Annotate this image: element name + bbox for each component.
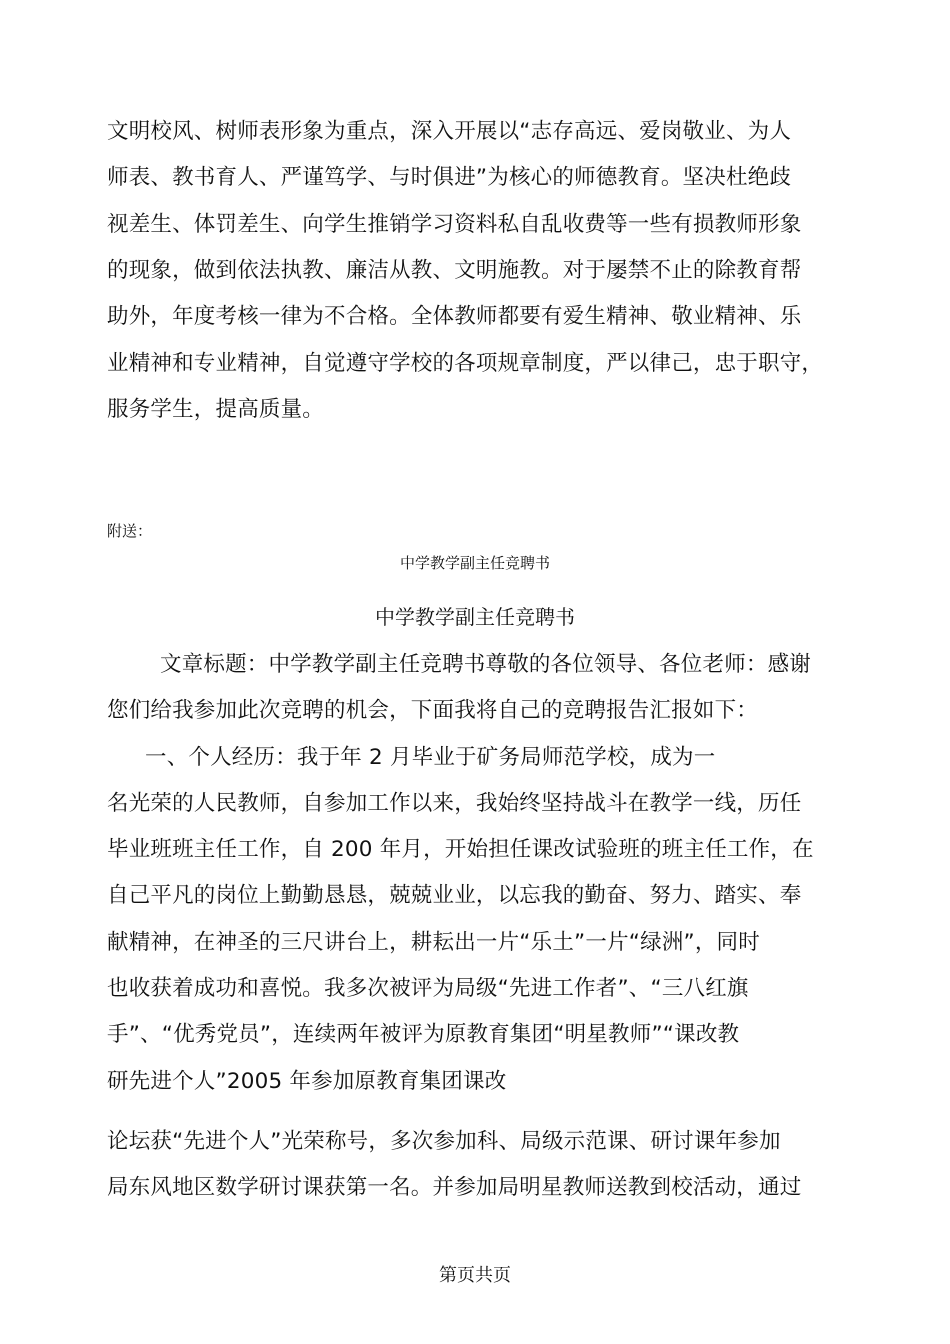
page-footer: 第页共页: [439, 1265, 511, 1286]
small-title: 中学教学副主任竞聘书: [399, 554, 550, 572]
main-title: 中学教学副主任竞聘书: [375, 605, 575, 629]
paragraph-line: 论坛获“先进个人”光荣称号，多次参加科、局级示范课、研讨课年参加: [107, 1129, 781, 1154]
paragraph-line: 助外，年度考核一律为不合格。全体教师都要有爱生精神、敬业精神、乐: [107, 304, 802, 329]
paragraph-line: 服务学生，提高质量。: [107, 397, 325, 422]
paragraph-line: 文明校风、树师表形象为重点，深入开展以“志存高远、爱岗敬业、为人: [107, 119, 792, 144]
paragraph-line: 一、个人经历：我于年 2 月毕业于矿务局师范学校，成为一: [145, 745, 716, 770]
paragraph-line: 师表、教书育人、严谨笃学、与时俱进”为核心的师德教育。坚决杜绝歧: [107, 165, 792, 190]
paragraph-line: 名光荣的人民教师，自参加工作以来，我始终坚持战斗在教学一线，历任: [107, 791, 802, 816]
paragraph-line: 研先进个人”2005 年参加原教育集团课改: [107, 1069, 507, 1094]
paragraph-line: 献精神，在神圣的三尺讲台上，耕耘出一片“乐土”一片“绿洲”，同时: [107, 930, 760, 955]
paragraph-line: 业精神和专业精神，自觉遵守学校的各项规章制度，严以律己，忠于职守，: [107, 351, 824, 376]
paragraph-line: 自己平凡的岗位上勤勤恳恳，兢兢业业，以忘我的勤奋、努力、踏实、奉: [107, 883, 802, 908]
paragraph-line: 也收获着成功和喜悦。我多次被评为局级“先进工作者”、“三八红旗: [107, 976, 749, 1001]
paragraph-line: 的现象，做到依法执教、廉洁从教、文明施教。对于屡禁不止的除教育帮: [107, 258, 802, 283]
paragraph-line: 手”、“优秀党员”，连续两年被评为原教育集团“明星教师”“课改教: [107, 1022, 740, 1047]
paragraph-line: 毕业班班主任工作，自 200 年月，开始担任课改试验班的班主任工作，在: [107, 837, 814, 862]
paragraph-line: 局东风地区数学研讨课获第一名。并参加局明星教师送教到校活动，通过: [107, 1175, 802, 1200]
paragraph-line: 文章标题：中学教学副主任竞聘书尊敬的各位领导、各位老师：感谢: [160, 652, 812, 677]
attachment-label: 附送：: [107, 522, 153, 540]
paragraph-line: 视差生、体罚差生、向学生推销学习资料私自乱收费等一些有损教师形象: [107, 212, 802, 237]
paragraph-line: 您们给我参加此次竞聘的机会，下面我将自己的竞聘报告汇报如下：: [107, 698, 759, 723]
